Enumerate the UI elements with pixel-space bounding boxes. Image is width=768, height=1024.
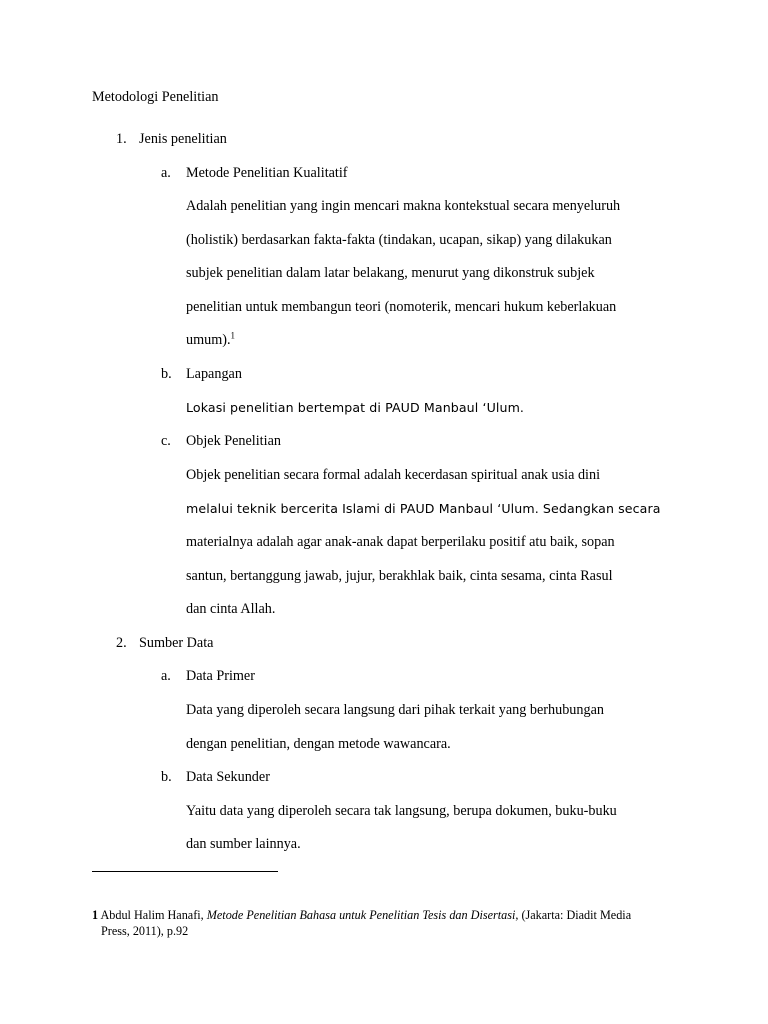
- footnote-reference[interactable]: 1: [230, 330, 236, 341]
- paragraph-line: Yaitu data yang diperoleh secara tak langsung, berupa dokumen, buku-buku: [186, 803, 617, 819]
- paragraph-line: santun, bertanggung jawab, jujur, berakhlak baik, cinta sesama, cinta Rasul: [186, 568, 613, 584]
- subsection-1c-marker: c.: [161, 433, 171, 449]
- subsection-1a-heading: Metode Penelitian Kualitatif: [186, 165, 348, 181]
- page-title: Metodologi Penelitian: [92, 89, 219, 105]
- paragraph-line: materialnya adalah agar anak-anak dapat berperilaku positif atu baik, sopan: [186, 534, 615, 550]
- paragraph-line: Adalah penelitian yang ingin mencari makna kontekstual secara menyeluruh: [186, 198, 621, 214]
- paragraph-line: Data yang diperoleh secara langsung dari pihak terkait yang berhubungan: [186, 702, 604, 718]
- paragraph-line: penelitian untuk membangun teori (nomoterik, mencari hukum keberlakuan: [186, 299, 617, 315]
- section-2-number: 2.: [116, 635, 127, 651]
- paragraph-line: Lokasi penelitian bertempat di PAUD Manbaul ‘Ulum.: [186, 400, 525, 415]
- subsection-2a-marker: a.: [161, 668, 171, 684]
- subsection-1c-heading: Objek Penelitian: [186, 433, 281, 449]
- section-1-number: 1.: [116, 131, 127, 147]
- footnote-separator: [92, 871, 278, 872]
- section-1-heading: Jenis penelitian: [139, 131, 227, 147]
- paragraph-line: subjek penelitian dalam latar belakang, menurut yang dikonstruk subjek: [186, 265, 595, 281]
- subsection-1a-marker: a.: [161, 165, 171, 181]
- section-2-heading: Sumber Data: [139, 635, 214, 651]
- paragraph-text: umum).: [186, 332, 231, 348]
- subsection-2a-heading: Data Primer: [186, 668, 255, 684]
- subsection-2b-heading: Data Sekunder: [186, 769, 270, 785]
- paragraph-line: (holistik) berdasarkan fakta-fakta (tindakan, ucapan, sikap) yang dilakukan: [186, 232, 612, 248]
- subsection-2b-marker: b.: [161, 769, 172, 785]
- footnote-book-title: Metode Penelitian Bahasa untuk Penelitian Tesis dan Disertasi: [206, 908, 516, 922]
- footnote-publisher: , (Jakarta: Diadit Media: [515, 908, 632, 922]
- paragraph-line-with-footnote: [186, 331, 235, 349]
- paragraph-line: dan cinta Allah.: [186, 601, 276, 617]
- footnote-line-1: [92, 907, 631, 923]
- subsection-1b-heading: Lapangan: [186, 366, 242, 382]
- paragraph-line: Objek penelitian secara formal adalah kecerdasan spiritual anak usia dini: [186, 467, 601, 483]
- footnote-line-2: Press, 2011), p.92: [101, 924, 189, 938]
- paragraph-line: dengan penelitian, dengan metode wawancara.: [186, 736, 451, 752]
- subsection-1b-marker: b.: [161, 366, 172, 382]
- footnote-author: Abdul Halim Hanafi,: [100, 908, 207, 922]
- paragraph-line: dan sumber lainnya.: [186, 836, 301, 852]
- paragraph-line: melalui teknik bercerita Islami di PAUD Manbaul ‘Ulum. Sedangkan secara: [186, 501, 661, 516]
- footnote-mark: 1: [92, 908, 99, 922]
